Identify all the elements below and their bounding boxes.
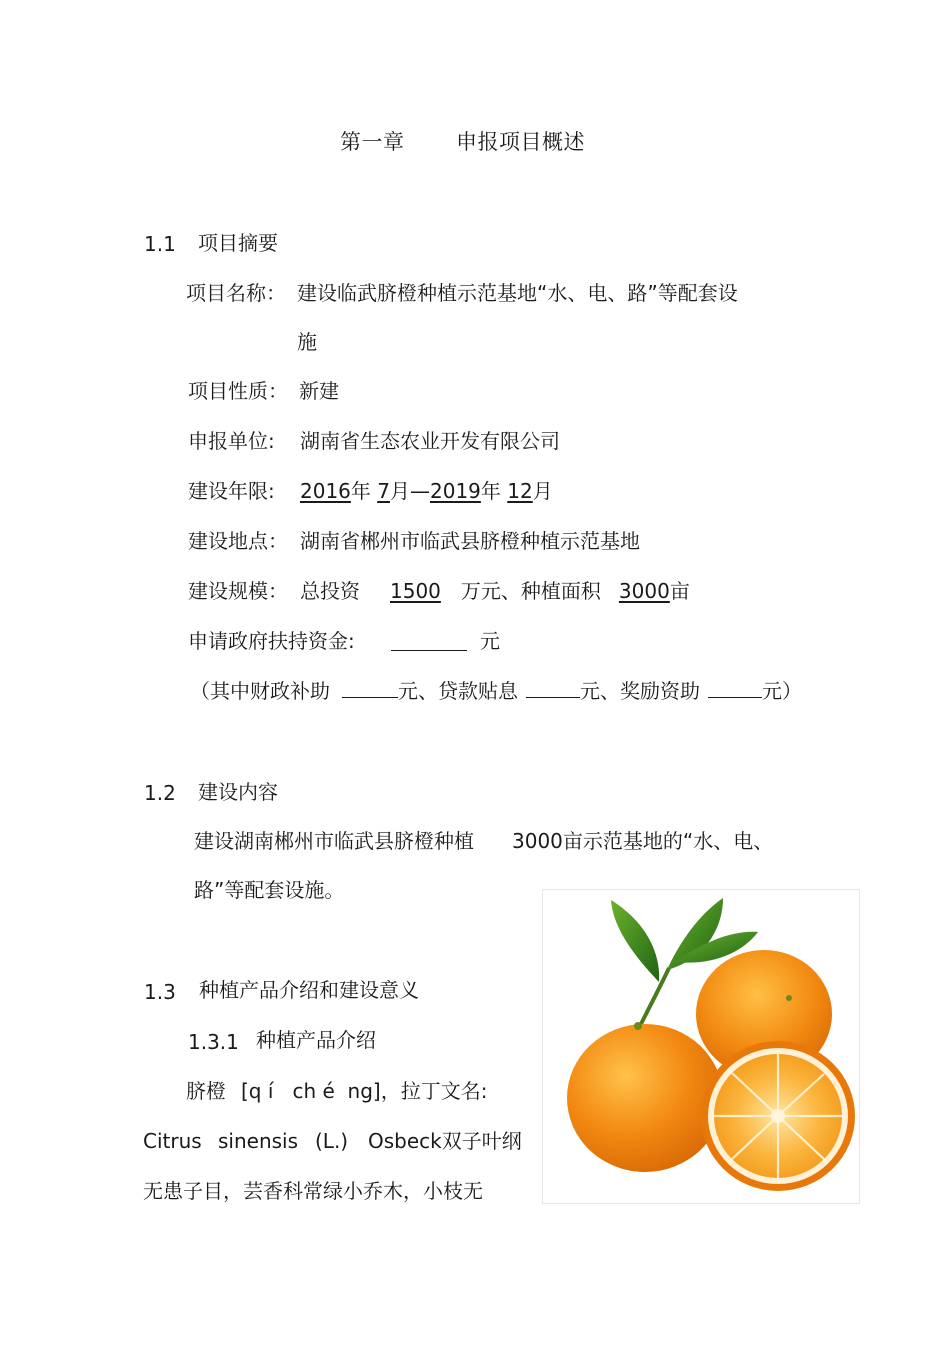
project-nature-label: 项目性质： (188, 379, 288, 403)
leaf (611, 900, 659, 982)
navel-orange-photo (542, 889, 860, 1204)
intro-line2-d: Osbeck双子叶纲 (368, 1129, 522, 1153)
period-end-month: 12 (507, 479, 533, 503)
project-name-value-line2: 施 (297, 330, 317, 354)
front-orange (567, 1024, 723, 1172)
breakdown-part3: 元） (762, 679, 802, 703)
intro-line2-c: (L.) (315, 1129, 349, 1153)
scale-invest-value: 1500 (390, 579, 441, 603)
section-1-3-title: 种植产品介绍和建设意义 (199, 978, 419, 1002)
period-start-month: 7 (377, 479, 390, 503)
section-1-2-number: 1.2 (144, 781, 176, 805)
section-1-3-1-title: 种植产品介绍 (256, 1028, 376, 1052)
month-char: 月 (532, 479, 553, 503)
applicant-value: 湖南省生态农业开发有限公司 (300, 429, 560, 453)
content-line1-a: 建设湖南郴州市临武县脐橙种植 (194, 829, 474, 853)
scale-label: 建设规模： (188, 579, 288, 603)
breakdown-part2: 元、奖励资助 (580, 679, 700, 703)
section-1-1-number: 1.1 (144, 232, 176, 256)
scale-invest-suffix: 万元、种植面积 (460, 579, 601, 603)
project-nature-value: 新建 (299, 379, 339, 403)
reward-blank (708, 679, 762, 698)
content-line1-b: 3000亩示范基地的“水、电、 (512, 829, 774, 853)
scale-invest-prefix: 总投资 (300, 579, 360, 603)
scale-area-value: 3000 (618, 579, 670, 603)
period-value (300, 478, 553, 504)
subsidy-blank (342, 679, 398, 698)
section-1-1-title: 项目摘要 (198, 231, 278, 255)
oranges-illustration (543, 890, 859, 1203)
period-label: 建设年限: (188, 479, 275, 503)
funds-unit: 元 (480, 629, 500, 653)
year-char: 年 (480, 479, 501, 503)
period-end-year: 2019 (430, 479, 481, 503)
chapter-title: 申报项目概述 (456, 130, 585, 154)
breakdown-open: （其中财政补助 (190, 679, 330, 703)
loan-interest-blank (526, 679, 580, 698)
year-char: 年 (350, 479, 371, 503)
funds-blank (391, 633, 467, 651)
section-1-2-title: 建设内容 (198, 780, 278, 804)
project-name-value-line1: 建设临武脐橙种植示范基地“水、电、路”等配套设 (297, 281, 738, 305)
funds-breakdown (190, 678, 802, 704)
location-label: 建设地点： (188, 529, 288, 553)
project-name-label: 项目名称： (186, 281, 286, 305)
scale-area-unit: 亩 (669, 579, 690, 603)
intro-line1-a: 脐橙 (186, 1079, 226, 1103)
intro-line2-a: Citrus (143, 1129, 202, 1153)
section-1-3-1-number: 1.3.1 (188, 1030, 239, 1054)
intro-line2-b: sinensis (218, 1129, 299, 1153)
period-start-year: 2016 (300, 479, 351, 503)
applicant-label: 申报单位: (188, 429, 275, 453)
intro-line3: 无患子目，芸香科常绿小乔木，小枝无 (143, 1179, 483, 1203)
period-dash: — (410, 479, 430, 503)
scale-value (300, 578, 690, 604)
breakdown-part1: 元、贷款贴息 (398, 679, 518, 703)
funds-label: 申请政府扶持资金: (188, 629, 355, 653)
chapter-number: 第一章 (340, 130, 405, 154)
location-value: 湖南省郴州市临武县脐橙种植示范基地 (300, 529, 640, 553)
month-char: 月 (390, 479, 410, 503)
section-1-3-number: 1.3 (144, 980, 176, 1004)
content-line2: 路”等配套设施。 (194, 878, 345, 902)
intro-line1-b: [q í ch é ng]，拉丁文名: (241, 1079, 488, 1103)
